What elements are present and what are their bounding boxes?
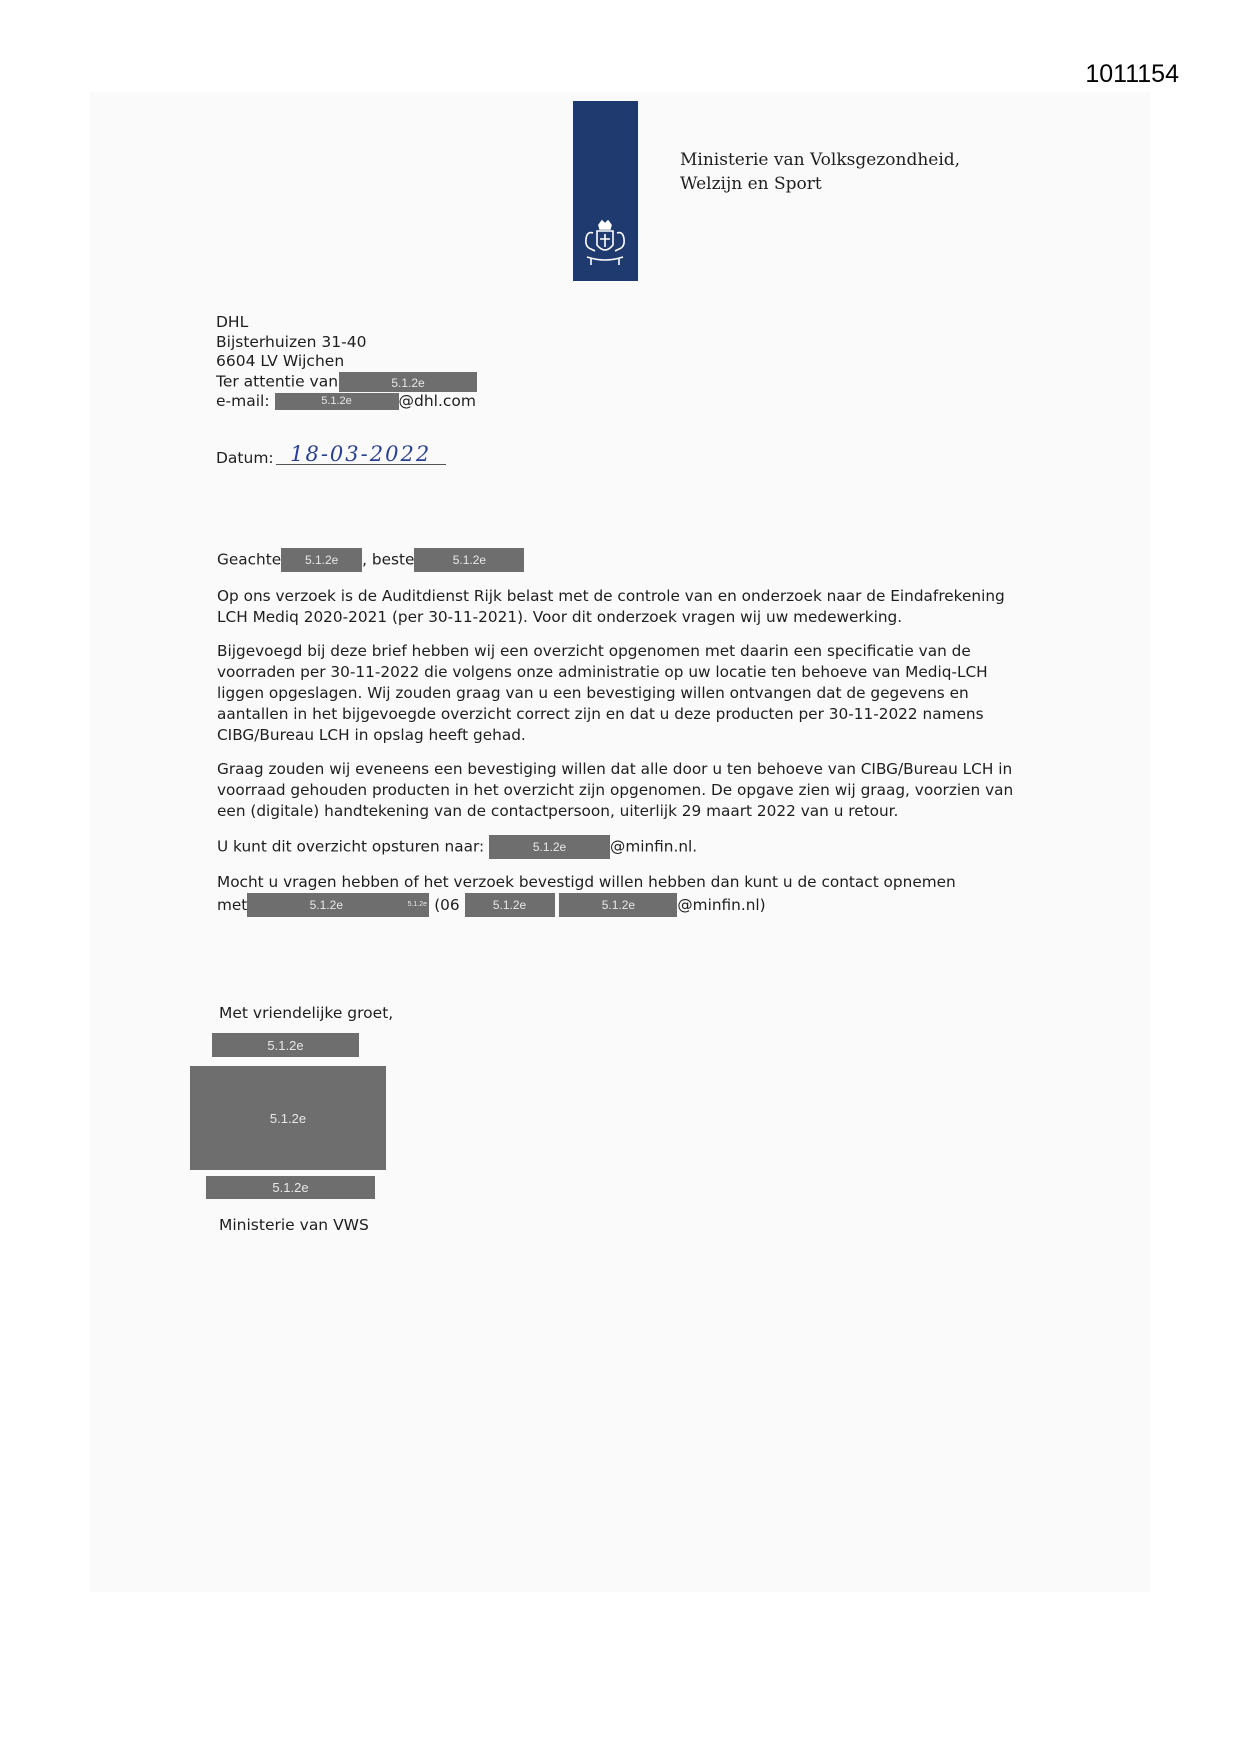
redacted-signatory-name: 5.1.2e [206, 1176, 375, 1199]
attention-line [216, 372, 477, 392]
ministry-line-1: Ministerie van Volksgezondheid, [680, 150, 961, 170]
redacted-email-user: 5.1.2e [275, 393, 399, 410]
letter-body [217, 548, 1017, 917]
postal-city: 6604 LV Wijchen [216, 352, 345, 370]
ministry-line-2: Welzijn en Sport [680, 174, 822, 194]
coat-of-arms-icon [579, 219, 632, 269]
handwritten-date: 18-03-2022 [276, 444, 446, 465]
redacted-contact-email: 5.1.2e [559, 893, 677, 917]
send-to-domain: @minfin.nl. [610, 837, 698, 856]
redacted-signatory-title: 5.1.2e [212, 1033, 359, 1057]
paragraph-2: Bijgevoegd bij deze brief hebben wij een overzicht opgenomen met daarin een specificatie van de voorraden per 30-11-2022 die volgens onze administratie op uw locatie ten behoeve van Mediq-LCH liggen opgeslagen. Wij zouden graag van u een bevestiging willen ontvangen dat de gegevens en aantallen in het bijgevoegde overzicht correct zijn en dat u deze producten per 30-11-2022 namens CIBG/Bureau LCH in opslag heeft gehad. [217, 642, 988, 744]
paragraph-3: Graag zouden wij eveneens een bevestiging willen dat alle door u ten behoeve van CIBG/Bureau LCH in voorraad gehouden producten in het overzicht zijn opgenomen. De opgave zien wij graag, voorzien van een (digitale) handtekening van de contactpersoon, uiterlijk 29 maart 2022 van u retour. [217, 760, 1014, 820]
contact-line-1: Mocht u vragen hebben of het verzoek bevestigd willen hebben dan kunt u de contact opnemen [217, 873, 956, 891]
redacted-contact-name: 5.1.2e [339, 372, 477, 392]
contact-prefix: met [217, 895, 248, 914]
redacted-email-send: 5.1.2e [489, 835, 610, 859]
redacted-contact-extra: 5.1.2e [405, 893, 429, 917]
ministry-name [680, 148, 960, 196]
date-line [216, 442, 446, 467]
paragraph-5 [217, 872, 1017, 917]
send-to-label: U kunt dit overzicht opsturen naar: [217, 837, 485, 856]
email-label: e-mail: [216, 391, 270, 410]
sender-organisation: Ministerie van VWS [219, 1216, 369, 1234]
redacted-contact-person: 5.1.2e [247, 893, 405, 917]
street-address: Bijsterhuizen 31-40 [216, 332, 367, 351]
paragraph-1: Op ons verzoek is de Auditdienst Rijk belast met de controle van en onderzoek naar de Eindafrekening LCH Mediq 2020-2021 (per 30-11-2021). Voor dit onderzoek vragen wij uw medewerking. [217, 587, 1005, 626]
redacted-name-1: 5.1.2e [281, 548, 362, 572]
salutation-middle: , beste [362, 550, 415, 569]
attention-label: Ter attentie van [216, 372, 339, 390]
redacted-phone: 5.1.2e [465, 893, 555, 917]
company-name: DHL [216, 313, 249, 331]
date-label: Datum: [216, 449, 274, 467]
closing-greeting: Met vriendelijke groet, [219, 1004, 394, 1022]
redacted-signature: 5.1.2e [190, 1066, 386, 1170]
paragraph-4 [217, 835, 1017, 859]
phone-prefix: (06 [434, 895, 460, 914]
recipient-address [216, 313, 477, 411]
government-logo-bar [573, 101, 638, 281]
contact-email-domain: @minfin.nl) [677, 895, 766, 914]
salutation [217, 548, 1017, 572]
salutation-prefix: Geachte [217, 550, 282, 569]
email-line [216, 392, 477, 412]
document-number: 1011154 [1085, 60, 1179, 88]
redacted-name-2: 5.1.2e [414, 548, 524, 572]
email-domain: @dhl.com [398, 391, 476, 410]
